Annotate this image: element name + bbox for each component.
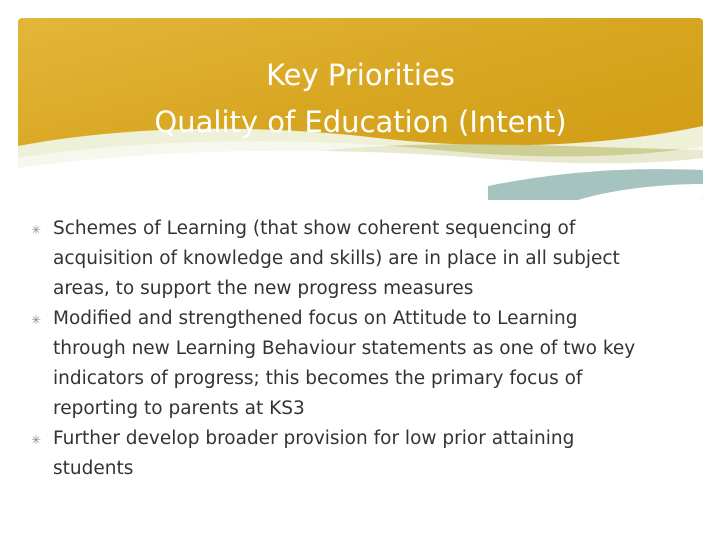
bullet-line: students [53,458,134,479]
bullet-line: acquisition of knowledge and skills) are in place in all subject [53,248,620,269]
asterisk-bullet-icon: ✳ [30,433,42,447]
bullet-item [28,424,668,484]
bullet-line: areas, to support the new progress measures [53,278,474,299]
asterisk-bullet-icon: ✳ [30,223,42,237]
title-banner [18,18,703,200]
bullet-list [28,214,668,484]
bullet-line: indicators of progress; this becomes the primary focus of [53,368,583,389]
bullet-item [28,304,668,424]
title-line-2: Quality of Education (Intent) [154,105,567,139]
bullet-line: Modified and strengthened focus on Attitude to Learning [53,308,578,329]
title-line-1: Key Priorities [266,58,455,92]
bullet-line: through new Learning Behaviour statements as one of two key [53,338,636,359]
bullet-line: Further develop broader provision for low prior attaining [53,428,575,449]
bullet-line: Schemes of Learning (that show coherent sequencing of [53,218,576,239]
bullet-line: reporting to parents at KS3 [53,398,305,419]
bullet-item [28,214,668,304]
asterisk-bullet-icon: ✳ [30,313,42,327]
slide-title [18,52,703,146]
